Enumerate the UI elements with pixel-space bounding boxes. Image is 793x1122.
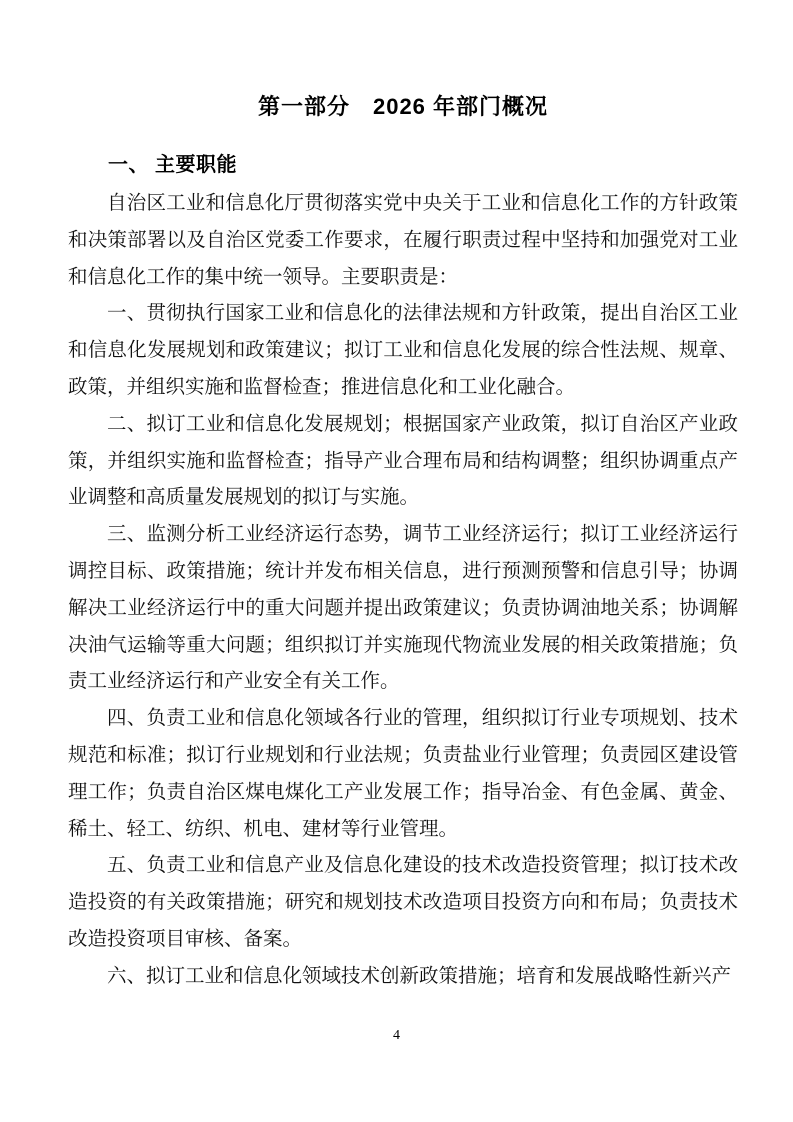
paragraph-duty-6-truncated: 六、拟订工业和信息化领域技术创新政策措施；培育和发展战略性新兴产 xyxy=(107,965,732,987)
paragraph-duty-3: 三、监测分析工业经济运行态势，调节工业经济运行；拟订工业经济运行调控目标、政策措施；统计并发布相关信息，进行预测预警和信息引导；协调解决工业经济运行中的重大问题并提出政策建议；负责协调油地关系；协调解决油气运输等重大问题；组织拟订并实施现代物流业发展的相关政策措施；负责工业经济运行和产业安全有关工作。 xyxy=(68,524,738,693)
paragraph-intro: 自治区工业和信息化厅贯彻落实党中央关于工业和信息化工作的方针政策和决策部署以及自治区党委工作要求，在履行职责过程中坚持和加强党对工业和信息化工作的集中统一领导。主要职责是： xyxy=(68,193,738,288)
paragraph-duty-2: 二、拟订工业和信息化发展规划；根据国家产业政策，拟订自治区产业政策，并组织实施和监督检查；指导产业合理布局和结构调整；组织协调重点产业调整和高质量发展规划的拟订与实施。 xyxy=(68,413,738,509)
page-number: 4 xyxy=(393,1028,400,1043)
document-content xyxy=(68,92,738,996)
paragraph-duty-5: 五、负责工业和信息产业及信息化建设的技术改造投资管理；拟订技术改造投资的有关政策措施；研究和规划技术改造项目投资方向和布局；负责技术改造投资项目审核、备案。 xyxy=(68,855,738,950)
document-title: 第一部分 2026 年部门概况 xyxy=(257,94,549,119)
body-text xyxy=(68,186,738,996)
section-heading: 一、 主要职能 xyxy=(108,154,238,176)
paragraph-duty-4: 四、负责工业和信息化领域各行业的管理，组织拟订行业专项规划、技术规范和标准；拟订行业规划和行业法规；负责盐业行业管理；负责园区建设管理工作；负责自治区煤电煤化工产业发展工作；指导冶金、有色金属、黄金、稀土、轻工、纺织、机电、建材等行业管理。 xyxy=(68,708,738,840)
paragraph-duty-1: 一、贯彻执行国家工业和信息化的法律法规和方针政策，提出自治区工业和信息化发展规划和政策建议；拟订工业和信息化发展的综合性法规、规章、政策，并组织实施和监督检查；推进信息化和工业化融合。 xyxy=(68,303,738,398)
